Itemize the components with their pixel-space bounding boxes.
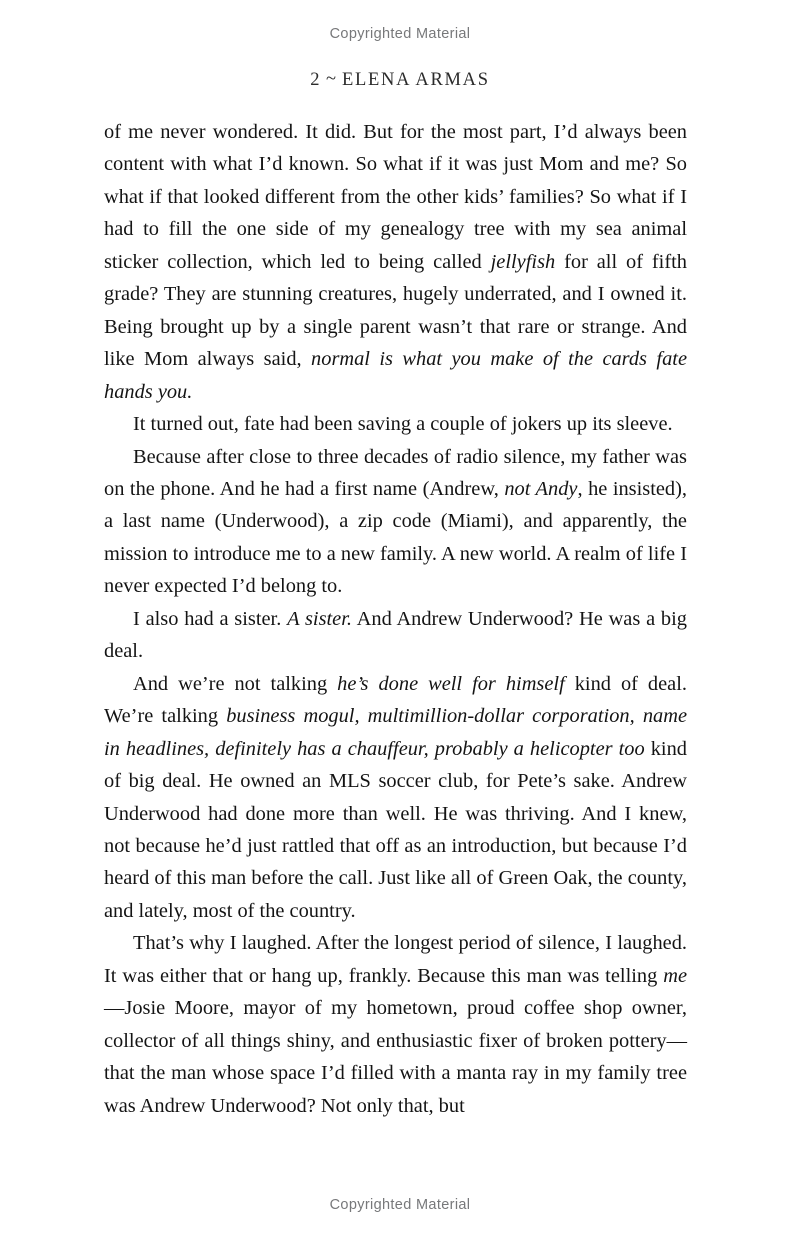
emphasis-run: he’s done well for himself <box>337 672 565 695</box>
text-run: for all of fifth grade? They are stunning creatures, hugely underrated, and I owned it. Being brought up by a single parent wasn’t that rare or strange. And like Mom always said, <box>104 250 687 371</box>
emphasis-run: business mogul, multimillion-dollar corporation, name in headlines, definitely has a chauffeur, probably a helicopter too <box>104 705 687 760</box>
text-run: That’s why I laughed. After the longest period of silence, I laughed. It was either that or hang up, frankly. Because this man was telling <box>104 932 687 987</box>
paragraph <box>104 408 687 440</box>
emphasis-run: A sister. <box>287 607 352 630</box>
copyright-watermark-top: Copyrighted Material <box>329 26 471 42</box>
running-head <box>0 70 800 91</box>
author-name: ELENA ARMAS <box>342 70 490 90</box>
paragraph <box>104 603 687 668</box>
text-run: kind of deal. We’re talking <box>104 672 687 728</box>
text-run: of me never wondered. It did. But for the most part, I’d always been content with what I’d known. So what if it was just Mom and me? So what if that looked different from the other kids’ families? So what if I had to fill the one side of my genealogy tree with my sea animal sticker collection, which led to being called <box>104 121 687 273</box>
emphasis-run: normal is what you make of the cards fate hands you. <box>104 348 687 403</box>
paragraph <box>104 116 687 408</box>
emphasis-run: jellyfish <box>490 250 556 273</box>
text-run: kind of big deal. He owned an MLS soccer club, for Pete’s sake. Andrew Underwood had done more than well. He was thriving. And I knew, not because he’d just rattled that off as an introduction, but because I’d heard of this man before the call. Just like all of Green Oak, the county, and lately, most of the country. <box>104 737 687 922</box>
paragraph <box>104 441 687 603</box>
text-run: Because after close to three decades of radio silence, my father was on the phone. And he had a first name (Andrew, <box>104 445 687 500</box>
emphasis-run: me <box>663 964 687 987</box>
paragraph <box>104 927 687 1122</box>
ornament-tilde: ~ <box>326 69 337 89</box>
page-number: 2 <box>310 70 320 90</box>
text-run: It turned out, fate had been saving a couple of jokers up its sleeve. <box>133 413 673 436</box>
emphasis-run: not Andy <box>504 477 578 500</box>
text-run: And Andrew Underwood? He was a big deal. <box>104 607 687 663</box>
copyright-watermark-bottom: Copyrighted Material <box>329 1197 471 1213</box>
paragraph <box>104 668 687 928</box>
text-run: , he insisted), a last name (Underwood), a zip code (Miami), and apparently, the mission to introduce me to a new family. A new world. A realm of life I never expected I’d belong to. <box>104 477 688 598</box>
body-text-column <box>104 116 687 1122</box>
text-run: And we’re not talking <box>133 672 338 695</box>
text-run: I also had a sister. <box>133 607 288 630</box>
text-run: —Josie Moore, mayor of my hometown, proud coffee shop owner, collector of all things shiny, and enthusiastic fixer of broken pottery—that the man whose space I’d filled with a manta ray in my family tree was Andrew Underwood? Not only that, but <box>104 997 687 1117</box>
